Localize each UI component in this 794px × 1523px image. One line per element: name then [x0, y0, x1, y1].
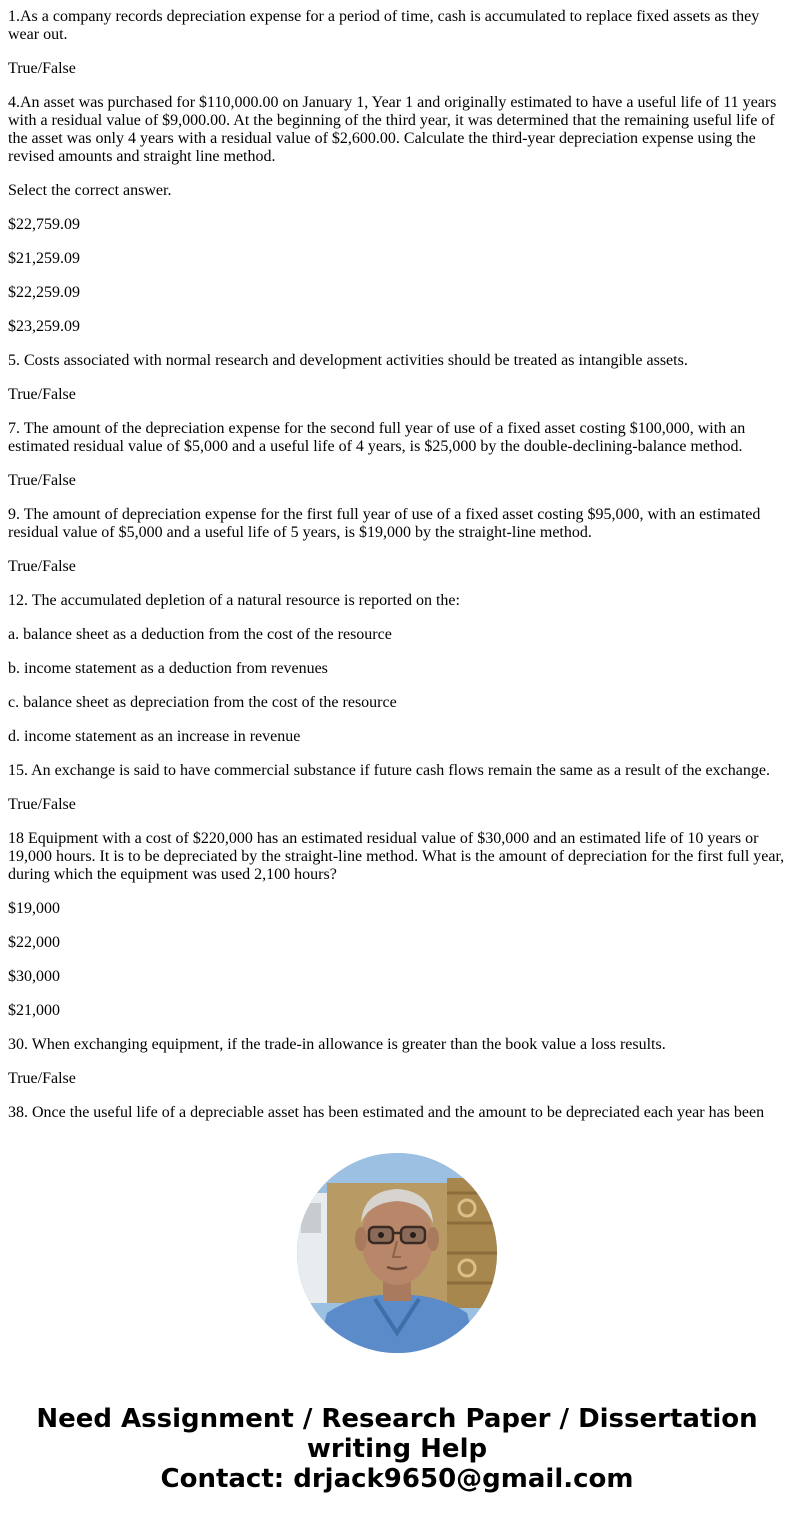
- question-18-option-2: $22,000: [8, 934, 60, 951]
- avatar: [297, 1153, 497, 1353]
- question-1: 1.As a company records depreciation expense for a period of time, cash is accumulated to replace fixed assets as they wear out.: [8, 8, 760, 43]
- promo-contact: Contact: drjack9650@gmail.com: [160, 1464, 634, 1494]
- question-18-option-1: $19,000: [8, 900, 60, 917]
- question-4-option-2: $21,259.09: [8, 250, 80, 267]
- question-9-answer-format: True/False: [8, 558, 76, 575]
- question-12-option-b: b. income statement as a deduction from revenues: [8, 660, 328, 677]
- question-12-option-c: c. balance sheet as depreciation from the cost of the resource: [8, 694, 397, 711]
- question-7-answer-format: True/False: [8, 472, 76, 489]
- question-4-option-4: $23,259.09: [8, 318, 80, 335]
- question-30-answer-format: True/False: [8, 1070, 76, 1087]
- question-5-answer-format: True/False: [8, 386, 76, 403]
- question-30: 30. When exchanging equipment, if the trade-in allowance is greater than the book value a loss results.: [8, 1036, 666, 1053]
- question-12: 12. The accumulated depletion of a natural resource is reported on the:: [8, 592, 460, 609]
- question-4-instruction: Select the correct answer.: [8, 182, 172, 199]
- question-18-option-3: $30,000: [8, 968, 60, 985]
- question-4: 4.An asset was purchased for $110,000.00 on January 1, Year 1 and originally estimated to have a useful life of 11 years with a residual value of $9,000.00. At the beginning of the third year, it was determined that the remaining useful life of the asset was only 4 years with a residual value of $2,600.00. Calculate the third-year depreciation expense using the revised amounts and straight line method.: [8, 94, 777, 165]
- question-12-option-a: a. balance sheet as a deduction from the cost of the resource: [8, 626, 392, 643]
- question-4-option-1: $22,759.09: [8, 216, 80, 233]
- document-body: [8, 0, 786, 1138]
- promo-line-1: Need Assignment / Research Paper / Dissertation: [36, 1404, 758, 1434]
- promo-line-2: writing Help: [306, 1434, 488, 1464]
- question-7: 7. The amount of the depreciation expense for the second full year of use of a fixed asset costing $100,000, with an estimated residual value of $5,000 and a useful life of 4 years, is $25,000 by the double-declining-balance method.: [8, 420, 746, 455]
- question-15: 15. An exchange is said to have commercial substance if future cash flows remain the same as a result of the exchange.: [8, 762, 770, 779]
- question-4-option-3: $22,259.09: [8, 284, 80, 301]
- question-5: 5. Costs associated with normal research and development activities should be treated as intangible assets.: [8, 352, 688, 369]
- question-1-answer-format: True/False: [8, 60, 76, 77]
- question-18: 18 Equipment with a cost of $220,000 has an estimated residual value of $30,000 and an estimated life of 10 years or 19,000 hours. It is to be depreciated by the straight-line method. What is the amount of depreciation for the first full year, during which the equipment was used 2,100 hours?: [8, 830, 785, 883]
- promo-banner: [0, 1404, 794, 1494]
- question-15-answer-format: True/False: [8, 796, 76, 813]
- question-18-option-4: $21,000: [8, 1002, 60, 1019]
- question-9: 9. The amount of depreciation expense for the first full year of use of a fixed asset costing $95,000, with an estimated residual value of $5,000 and a useful life of 5 years, is $19,000 by the straight-line method.: [8, 506, 761, 541]
- question-12-option-d: d. income statement as an increase in revenue: [8, 728, 301, 745]
- question-38: 38. Once the useful life of a depreciable asset has been estimated and the amount to be depreciated each year has been: [8, 1104, 765, 1121]
- person-photo-icon: [297, 1153, 497, 1353]
